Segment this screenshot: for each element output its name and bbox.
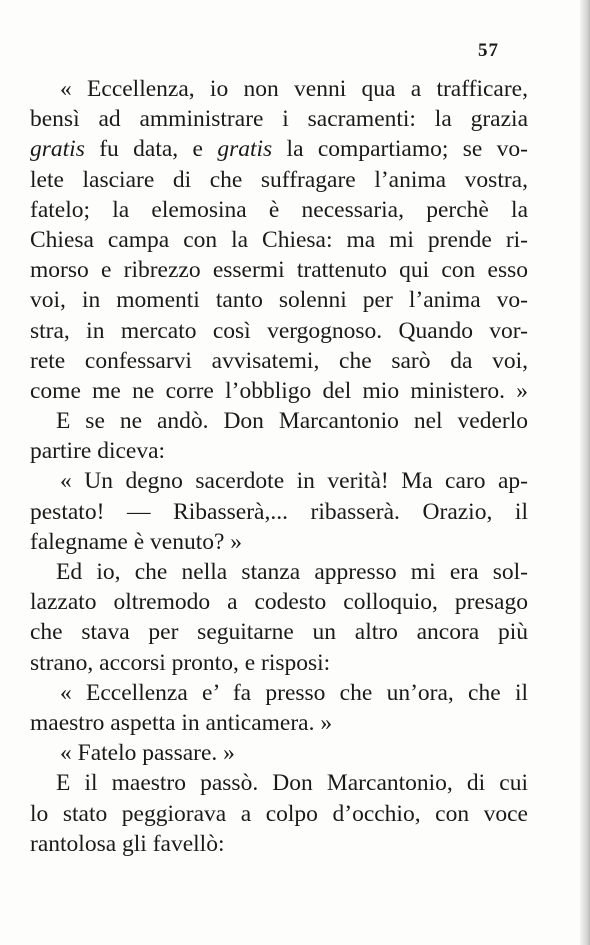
text-line: « Eccellenza, io non venni qua a trafficare, bbox=[60, 76, 528, 102]
text-line: strano, accorsi pronto, e risposi: bbox=[30, 649, 331, 676]
text-line: come me ne corre l’obbligo del mio ministero. » bbox=[30, 377, 528, 404]
text-line: che stava per seguitarne un altro ancora più bbox=[30, 619, 528, 646]
text-line: rete confessarvi avvisatemi, che sarò da voi, bbox=[30, 347, 528, 374]
text-line: pestato! — Ribasserà,... ribasserà. Orazio, il bbox=[30, 498, 528, 525]
text-line: fatelo; la elemosina è necessaria, perchè la bbox=[30, 196, 528, 223]
text-line: lete lasciare di che suffragare l’anima vostra, bbox=[30, 166, 528, 193]
page-edge bbox=[580, 0, 590, 945]
text-line: falegname è venuto? » bbox=[30, 528, 243, 555]
text-line: gratis fu data, e gratis la compartiamo; se vo- bbox=[30, 136, 528, 163]
page-number: 57 bbox=[478, 40, 499, 61]
text-line: lo stato peggiorava a colpo d’occhio, con voce bbox=[30, 800, 528, 827]
text-line: lazzato oltremodo a codesto colloquio, presago bbox=[30, 589, 528, 616]
text-line: morso e ribrezzo essermi trattenuto qui con esso bbox=[30, 257, 528, 284]
text-line: E se ne andò. Don Marcantonio nel vederlo bbox=[56, 408, 528, 435]
text-line: maestro aspetta in anticamera. » bbox=[30, 709, 333, 736]
text-line: stra, in mercato così vergognoso. Quando vor- bbox=[30, 317, 528, 344]
text-line: bensì ad amministrare i sacramenti: la grazia bbox=[30, 106, 528, 133]
text-line: « Eccellenza e’ fa presso che un’ora, che il bbox=[60, 679, 528, 706]
text-line: partire diceva: bbox=[30, 438, 166, 465]
text-line: Chiesa campa con la Chiesa: ma mi prende ri- bbox=[30, 226, 528, 253]
text-line: voi, in momenti tanto solenni per l’anima vo- bbox=[30, 287, 528, 314]
text-line: « Un degno sacerdote in verità! Ma caro ap- bbox=[60, 468, 528, 495]
text-line: « Fatelo passare. » bbox=[60, 740, 235, 767]
text-line: Ed io, che nella stanza appresso mi era sol- bbox=[56, 559, 528, 585]
text-line: E il maestro passò. Don Marcantonio, di cui bbox=[56, 770, 528, 797]
text-line: rantolosa gli favellò: bbox=[30, 830, 225, 857]
body-text bbox=[30, 74, 528, 859]
